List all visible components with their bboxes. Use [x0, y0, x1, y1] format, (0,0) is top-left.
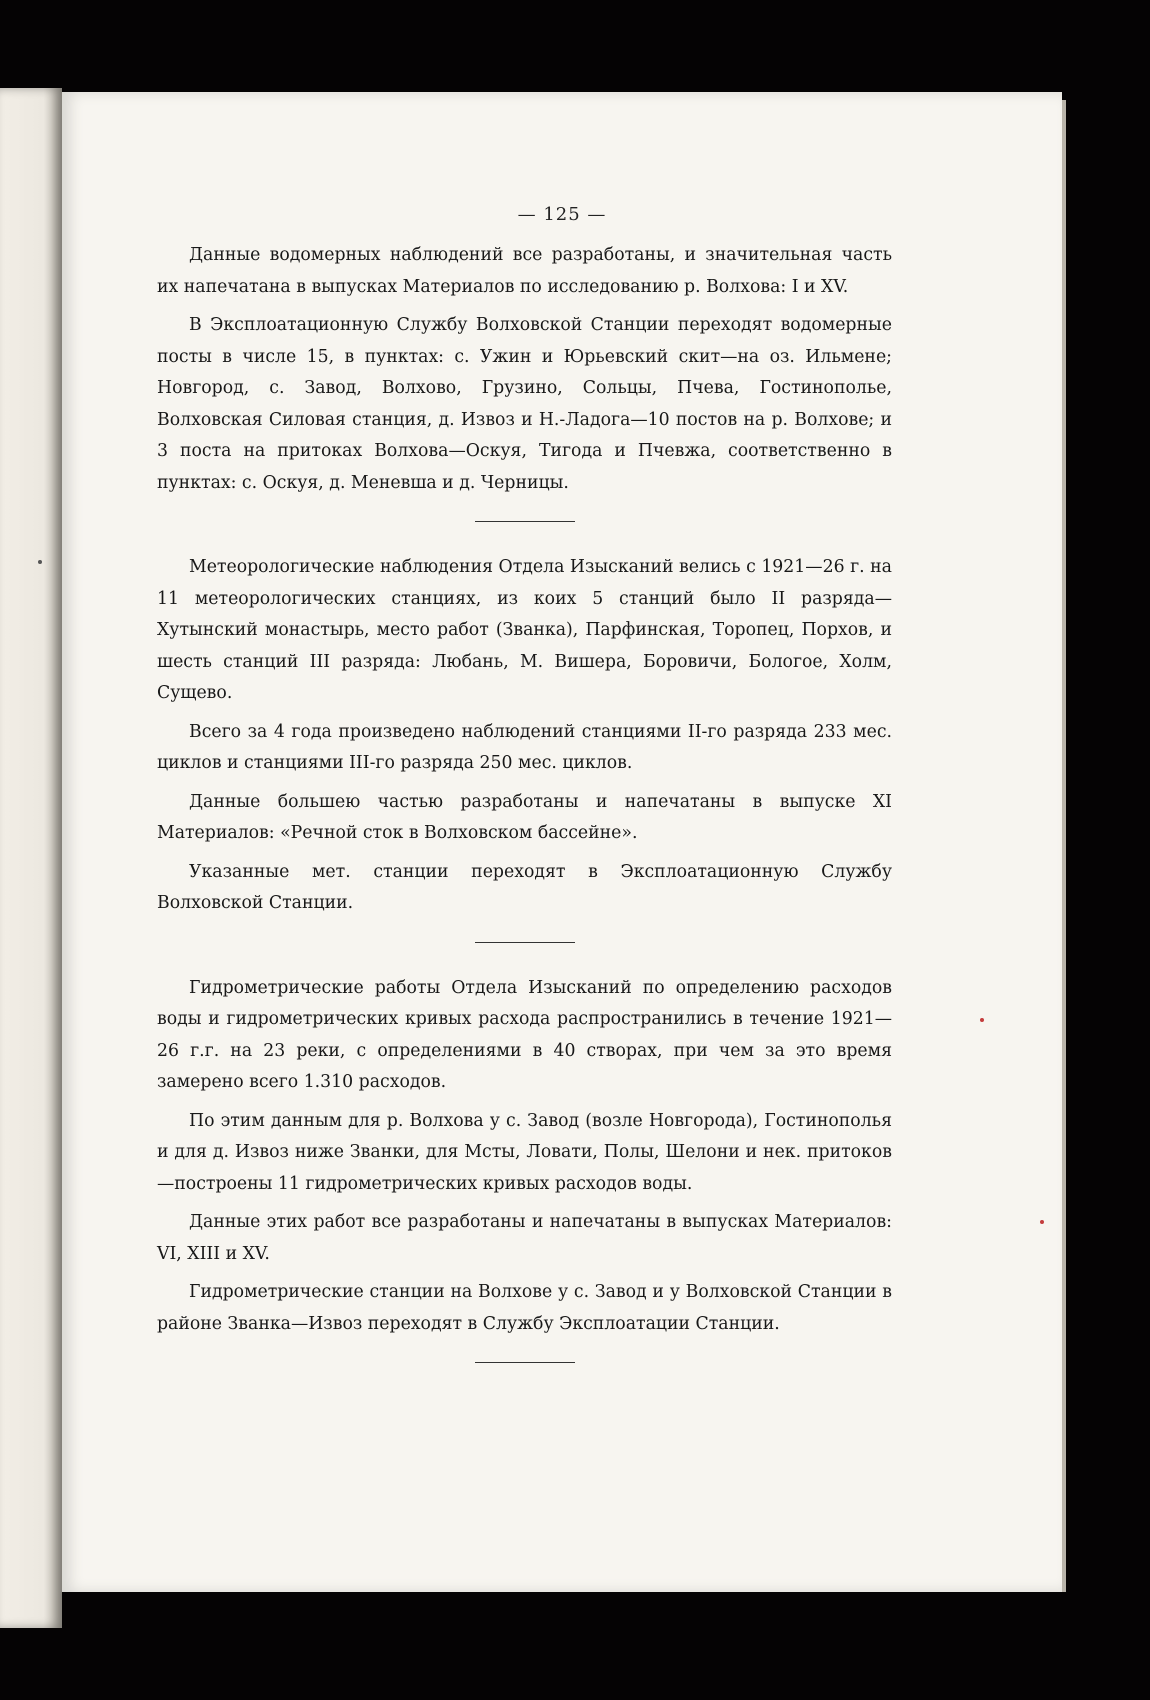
paragraph-meteo-stations: Метеорологические наблюдения Отдела Изысканий велись с 1921—26 г. на 11 метеорологических станциях, из коих 5 станций было II разряда—Хутынский монастырь, место работ (Званка), Парфинская, Торопец, Порхов, и шесть станций III разряда: Любань, М. Вишера, Боровичи, Бологое, Холм, Сущево. [157, 557, 892, 703]
left-page-edge [0, 88, 62, 1628]
section-divider [475, 521, 575, 522]
page-number: — 125 — [517, 204, 607, 225]
ink-spot [38, 560, 42, 564]
page-edge-shadow [1062, 100, 1066, 1592]
page-text [157, 240, 892, 1393]
book-page [62, 92, 1062, 1592]
paragraph-hydrometric-transfer: Гидрометрические станции на Волхове у с. Завод и у Волховской Станции в районе Званка—Извоз переходят в Службу Эксплоатации Станции. [157, 1282, 892, 1334]
paragraph-hydrometric-published: Данные этих работ все разработаны и напечатаны в выпусках Материалов: VI, XIII и XV. [157, 1212, 892, 1264]
ink-spot [980, 1018, 984, 1022]
section-divider [475, 1362, 575, 1363]
paragraph-hydrometric-curves: По этим данным для р. Волхова у с. Завод (возле Новгорода), Гостинополья и для д. Извоз ниже Званки, для Мсты, Ловати, Полы, Шелони и нек. притоков—построены 11 гидрометрических кривых расходов воды. [157, 1110, 892, 1194]
paragraph-meteo-published: Данные большею частью разработаны и напечатаны в выпуске XI Материалов: «Речной сток в Волховском бассейне». [157, 791, 892, 843]
paragraph-meteo-totals: Всего за 4 года произведено наблюдений станциями II-го разряда 233 мес. циклов и станциями III-го разряда 250 мес. циклов. [157, 721, 892, 773]
section-divider [475, 942, 575, 943]
paragraph-meteo-transfer: Указанные мет. станции переходят в Эксплоатационную Службу Волховской Станции. [157, 861, 892, 913]
paragraph-water-posts: В Эксплоатационную Службу Волховской Станции переходят водомерные посты в числе 15, в пунктах: с. Ужин и Юрьевский скит—на оз. Ильмене; Новгород, с. Завод, Волхово, Грузино, Сольцы, Пчева, Гостинополье, Волховская Силовая станция, д. Извоз и Н.-Ладога—10 постов на р. Волхове; и 3 поста на притоках Волхова—Оскуя, Тигода и Пчевжа, соответственно в пунктах: с. Оскуя, д. Меневша и д. Черницы. [157, 315, 892, 493]
ink-spot [1040, 1220, 1044, 1224]
paragraph-water-data: Данные водомерных наблюдений все разработаны, и значительная часть их напечатана в выпусках Материалов по исследованию р. Волхова: I и XV. [157, 245, 892, 297]
paragraph-hydrometric-works: Гидрометрические работы Отдела Изысканий по определению расходов воды и гидрометрических кривых расхода распространились в течение 1921—26 г.г. на 23 реки, с определениями в 40 створах, при чем за это время замерено всего 1.310 расходов. [157, 977, 892, 1092]
